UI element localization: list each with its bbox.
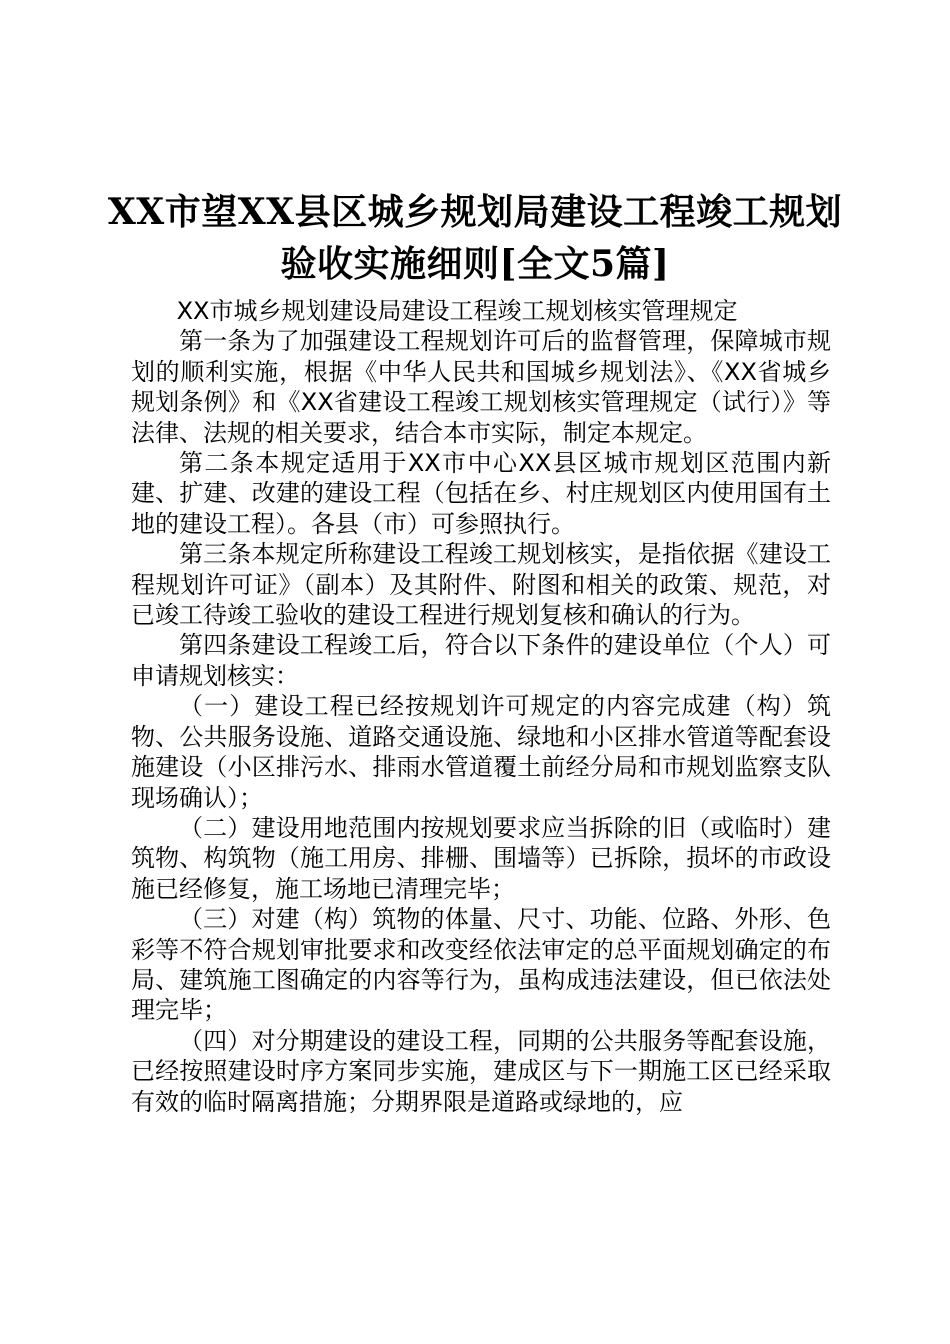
condition-2-paragraph: （二）建设用地范围内按规划要求应当拆除的旧（或临时）建筑物、构筑物（施工用房、排栅、围墙等）已拆除，损坏的市政设施已经修复，施工场地已清理完毕；	[131, 813, 831, 903]
article-1-paragraph: 第一条为了加强建设工程规划许可后的监督管理，保障城市规划的顺利实施，根据《中华人民共和国城乡规划法》、《XX省城乡规划条例》和《XX省建设工程竣工规划核实管理规定（试行）》等法律、法规的相关要求，结合本市实际，制定本规定。	[131, 327, 831, 447]
condition-1-paragraph: （一）建设工程已经按规划许可规定的内容完成建（构）筑物、公共服务设施、道路交通设施、绿地和小区排水管道等配套设施建设（小区排污水、排雨水管道覆土前经分局和市规划监察支队现场确认）；	[131, 692, 831, 812]
condition-3-paragraph: （三）对建（构）筑物的体量、尺寸、功能、位路、外形、色彩等不符合规划审批要求和改变经依法审定的总平面规划确定的布局、建筑施工图确定的内容等行为，虽构成违法建设，但已依法处理完毕；	[131, 905, 831, 1025]
article-4-paragraph: 第四条建设工程竣工后，符合以下条件的建设单位（个人）可申请规划核实：	[131, 631, 831, 690]
regulation-heading: XX市城乡规划建设局建设工程竣工规划核实管理规定	[176, 297, 738, 325]
condition-4-paragraph: （四）对分期建设的建设工程，同期的公共服务等配套设施，已经按照建设时序方案同步实施，建成区与下一期施工区已经采取有效的临时隔离措施；分期界限是道路或绿地的，应	[131, 1026, 831, 1116]
document-title-line-1: XX市望XX县区城乡规划局建设工程竣工规划	[107, 191, 843, 233]
article-2-paragraph: 第二条本规定适用于XX市中心XX县区城市规划区范围内新建、扩建、改建的建设工程（包括在乡、村庄规划区内使用国有土地的建设工程）。各县（市）可参照执行。	[131, 449, 831, 538]
document-title-line-2: 验收实施细则[全文5篇]	[280, 243, 670, 285]
article-3-paragraph: 第三条本规定所称建设工程竣工规划核实，是指依据《建设工程规划许可证》（副本）及其附件、附图和相关的政策、规范，对已竣工待竣工验收的建设工程进行规划复核和确认的行为。	[131, 540, 831, 630]
document-body	[131, 296, 831, 1117]
